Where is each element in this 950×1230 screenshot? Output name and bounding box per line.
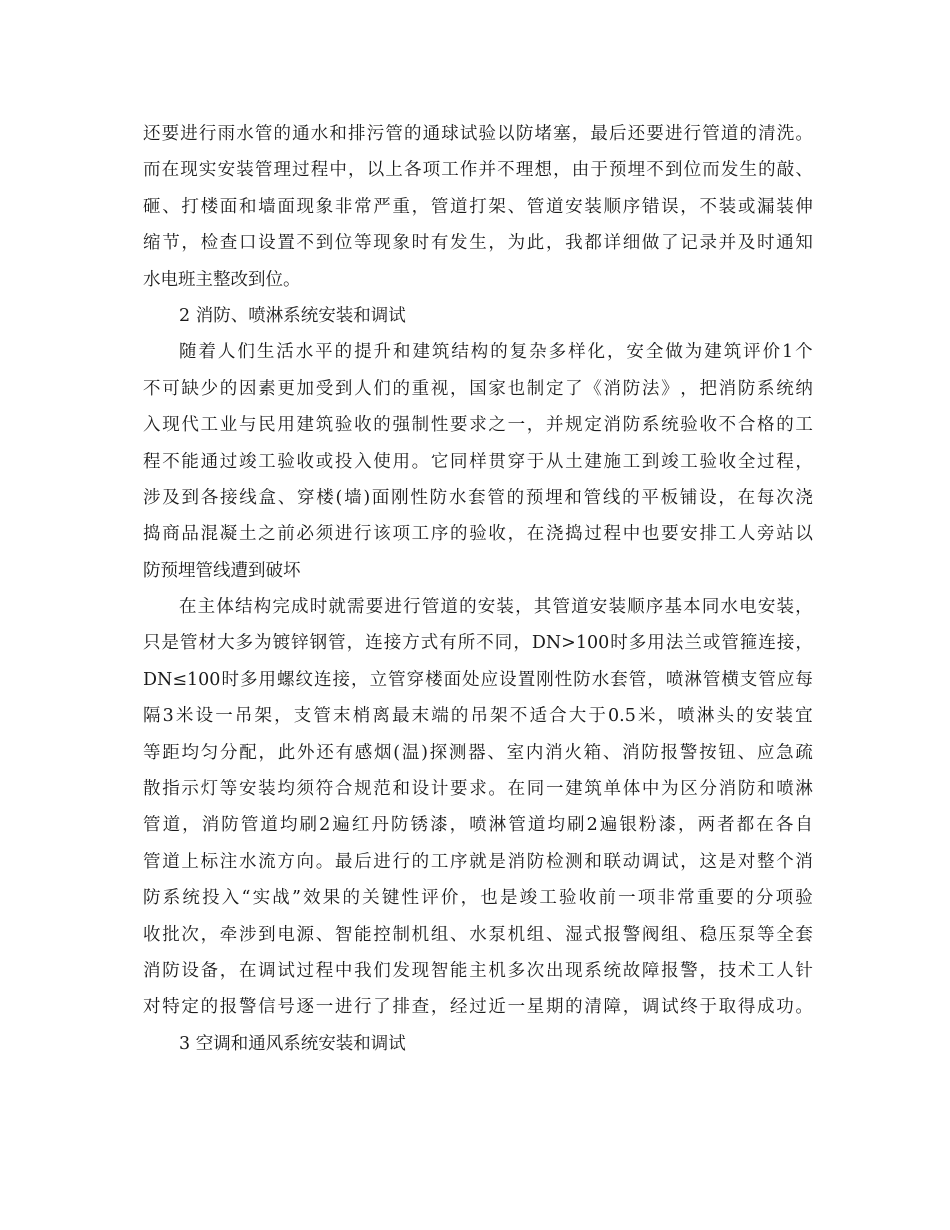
text-line: 在 主 体 结 构 完 成 时 就 需 要 进 行 管 道 的 安 装 ， 其 管 道 安 装 顺 序 基 本 同 水 电 安 装 ， [179, 597, 813, 618]
text-line: 缩 节 ， 检 查 口 设 置 不 到 位 等 现 象 时 有 发 生 ， 为 此 ， 我 都 详 细 做 了 记 录 并 及 时 通 知 [143, 233, 813, 254]
text-line: 等 距 均 匀 分 配 ， 此 外 还 有 感 烟 ( 温 ) 探 测 器 、 室 内 消 火 箱 、 消 防 报 警 按 钮 、 应 急 疏 [143, 742, 813, 763]
section-heading: 2 消防、喷淋系统安装和调试 [179, 305, 406, 326]
text-line: 散 指 示 灯 等 安 装 均 须 符 合 规 范 和 设 计 要 求 。 在 同 一 建 筑 单 体 中 为 区 分 消 防 和 喷 淋 [143, 779, 813, 800]
text-line: 水电班主整改到位。 [143, 269, 301, 290]
text-line: 防预埋管线遭到破坏 [143, 560, 301, 581]
text-line: 还 要 进 行 雨 水 管 的 通 水 和 排 污 管 的 通 球 试 验 以 防 堵 塞 ， 最 后 还 要 进 行 管 道 的 清 洗 。 [143, 124, 813, 144]
text-line: 入 现 代 工 业 与 民 用 建 筑 验 收 的 强 制 性 要 求 之 一 ， 并 规 定 消 防 系 统 验 收 不 合 格 的 工 [143, 415, 813, 436]
text-line: 收 批 次 ， 牵 涉 到 电 源 、 智 能 控 制 机 组 、 水 泵 机 组 、 湿 式 报 警 阀 组 、 稳 压 泵 等 全 套 [143, 924, 813, 945]
text-line: 捣 商 品 混 凝 土 之 前 必 须 进 行 该 项 工 序 的 验 收 ， 在 浇 捣 过 程 中 也 要 安 排 工 人 旁 站 以 [143, 524, 813, 545]
text-line: 对 特 定 的 报 警 信 号 逐 一 进 行 了 排 查 ， 经 过 近 一 星 期 的 清 障 ， 调 试 终 于 取 得 成 功 。 [143, 997, 813, 1018]
text-line: 防 系 统 投 入 “ 实 战 ” 效 果 的 关 键 性 评 价 ， 也 是 竣 工 验 收 前 一 项 非 常 重 要 的 分 项 验 [143, 888, 813, 909]
text-line: 涉 及 到 各 接 线 盒 、 穿 楼 ( 墙 ) 面 刚 性 防 水 套 管 的 预 埋 和 管 线 的 平 板 铺 设 ， 在 每 次 浇 [143, 487, 813, 508]
text-line: 随 着 人 们 生 活 水 平 的 提 升 和 建 筑 结 构 的 复 杂 多 样 化 ， 安 全 做 为 建 筑 评 价 1 个 [179, 342, 813, 363]
text-line: 砸 、 打 楼 面 和 墙 面 现 象 非 常 严 重 ， 管 道 打 架 、 管 道 安 装 顺 序 错 误 ， 不 装 或 漏 装 伸 [143, 196, 813, 217]
text-line: 而 在 现 实 安 装 管 理 过 程 中 ， 以 上 各 项 工 作 并 不 理 想 ， 由 于 预 埋 不 到 位 而 发 生 的 敲 、 [143, 160, 813, 181]
text-line: 不 可 缺 少 的 因 素 更 加 受 到 人 们 的 重 视 ， 国 家 也 制 定 了 《 消 防 法 》 ， 把 消 防 系 统 纳 [143, 378, 813, 399]
section-heading: 3 空调和通风系统安装和调试 [179, 1033, 406, 1054]
text-line: DN≤100 时 多 用 螺 纹 连 接 ， 立 管 穿 楼 面 处 应 设 置 刚 性 防 水 套 管 ， 喷 淋 管 横 支 管 应 每 [143, 669, 813, 690]
text-line: 消 防 设 备 ， 在 调 试 过 程 中 我 们 发 现 智 能 主 机 多 次 出 现 系 统 故 障 报 警 ， 技 术 工 人 针 [143, 960, 813, 981]
text-line: 管 道 ， 消 防 管 道 均 刷 2 遍 红 丹 防 锈 漆 ， 喷 淋 管 道 均 刷 2 遍 银 粉 漆 ， 两 者 都 在 各 自 [143, 815, 813, 836]
text-line: 程 不 能 通 过 竣 工 验 收 或 投 入 使 用 。 它 同 样 贯 穿 于 从 土 建 施 工 到 竣 工 验 收 全 过 程 ， [143, 451, 813, 472]
text-line: 管 道 上 标 注 水 流 方 向 。 最 后 进 行 的 工 序 就 是 消 防 检 测 和 联 动 调 试 ， 这 是 对 整 个 消 [143, 851, 813, 872]
text-line: 只 是 管 材 大 多 为 镀 锌 钢 管 ， 连 接 方 式 有 所 不 同 ， DN>100 时 多 用 法 兰 或 管 箍 连 接 ， [143, 633, 813, 654]
text-line: 隔 3 米 设 一 吊 架 ， 支 管 末 梢 离 最 末 端 的 吊 架 不 适 合 大 于 0.5 米 ， 喷 淋 头 的 安 装 宜 [143, 706, 813, 727]
document-body [143, 116, 813, 1062]
